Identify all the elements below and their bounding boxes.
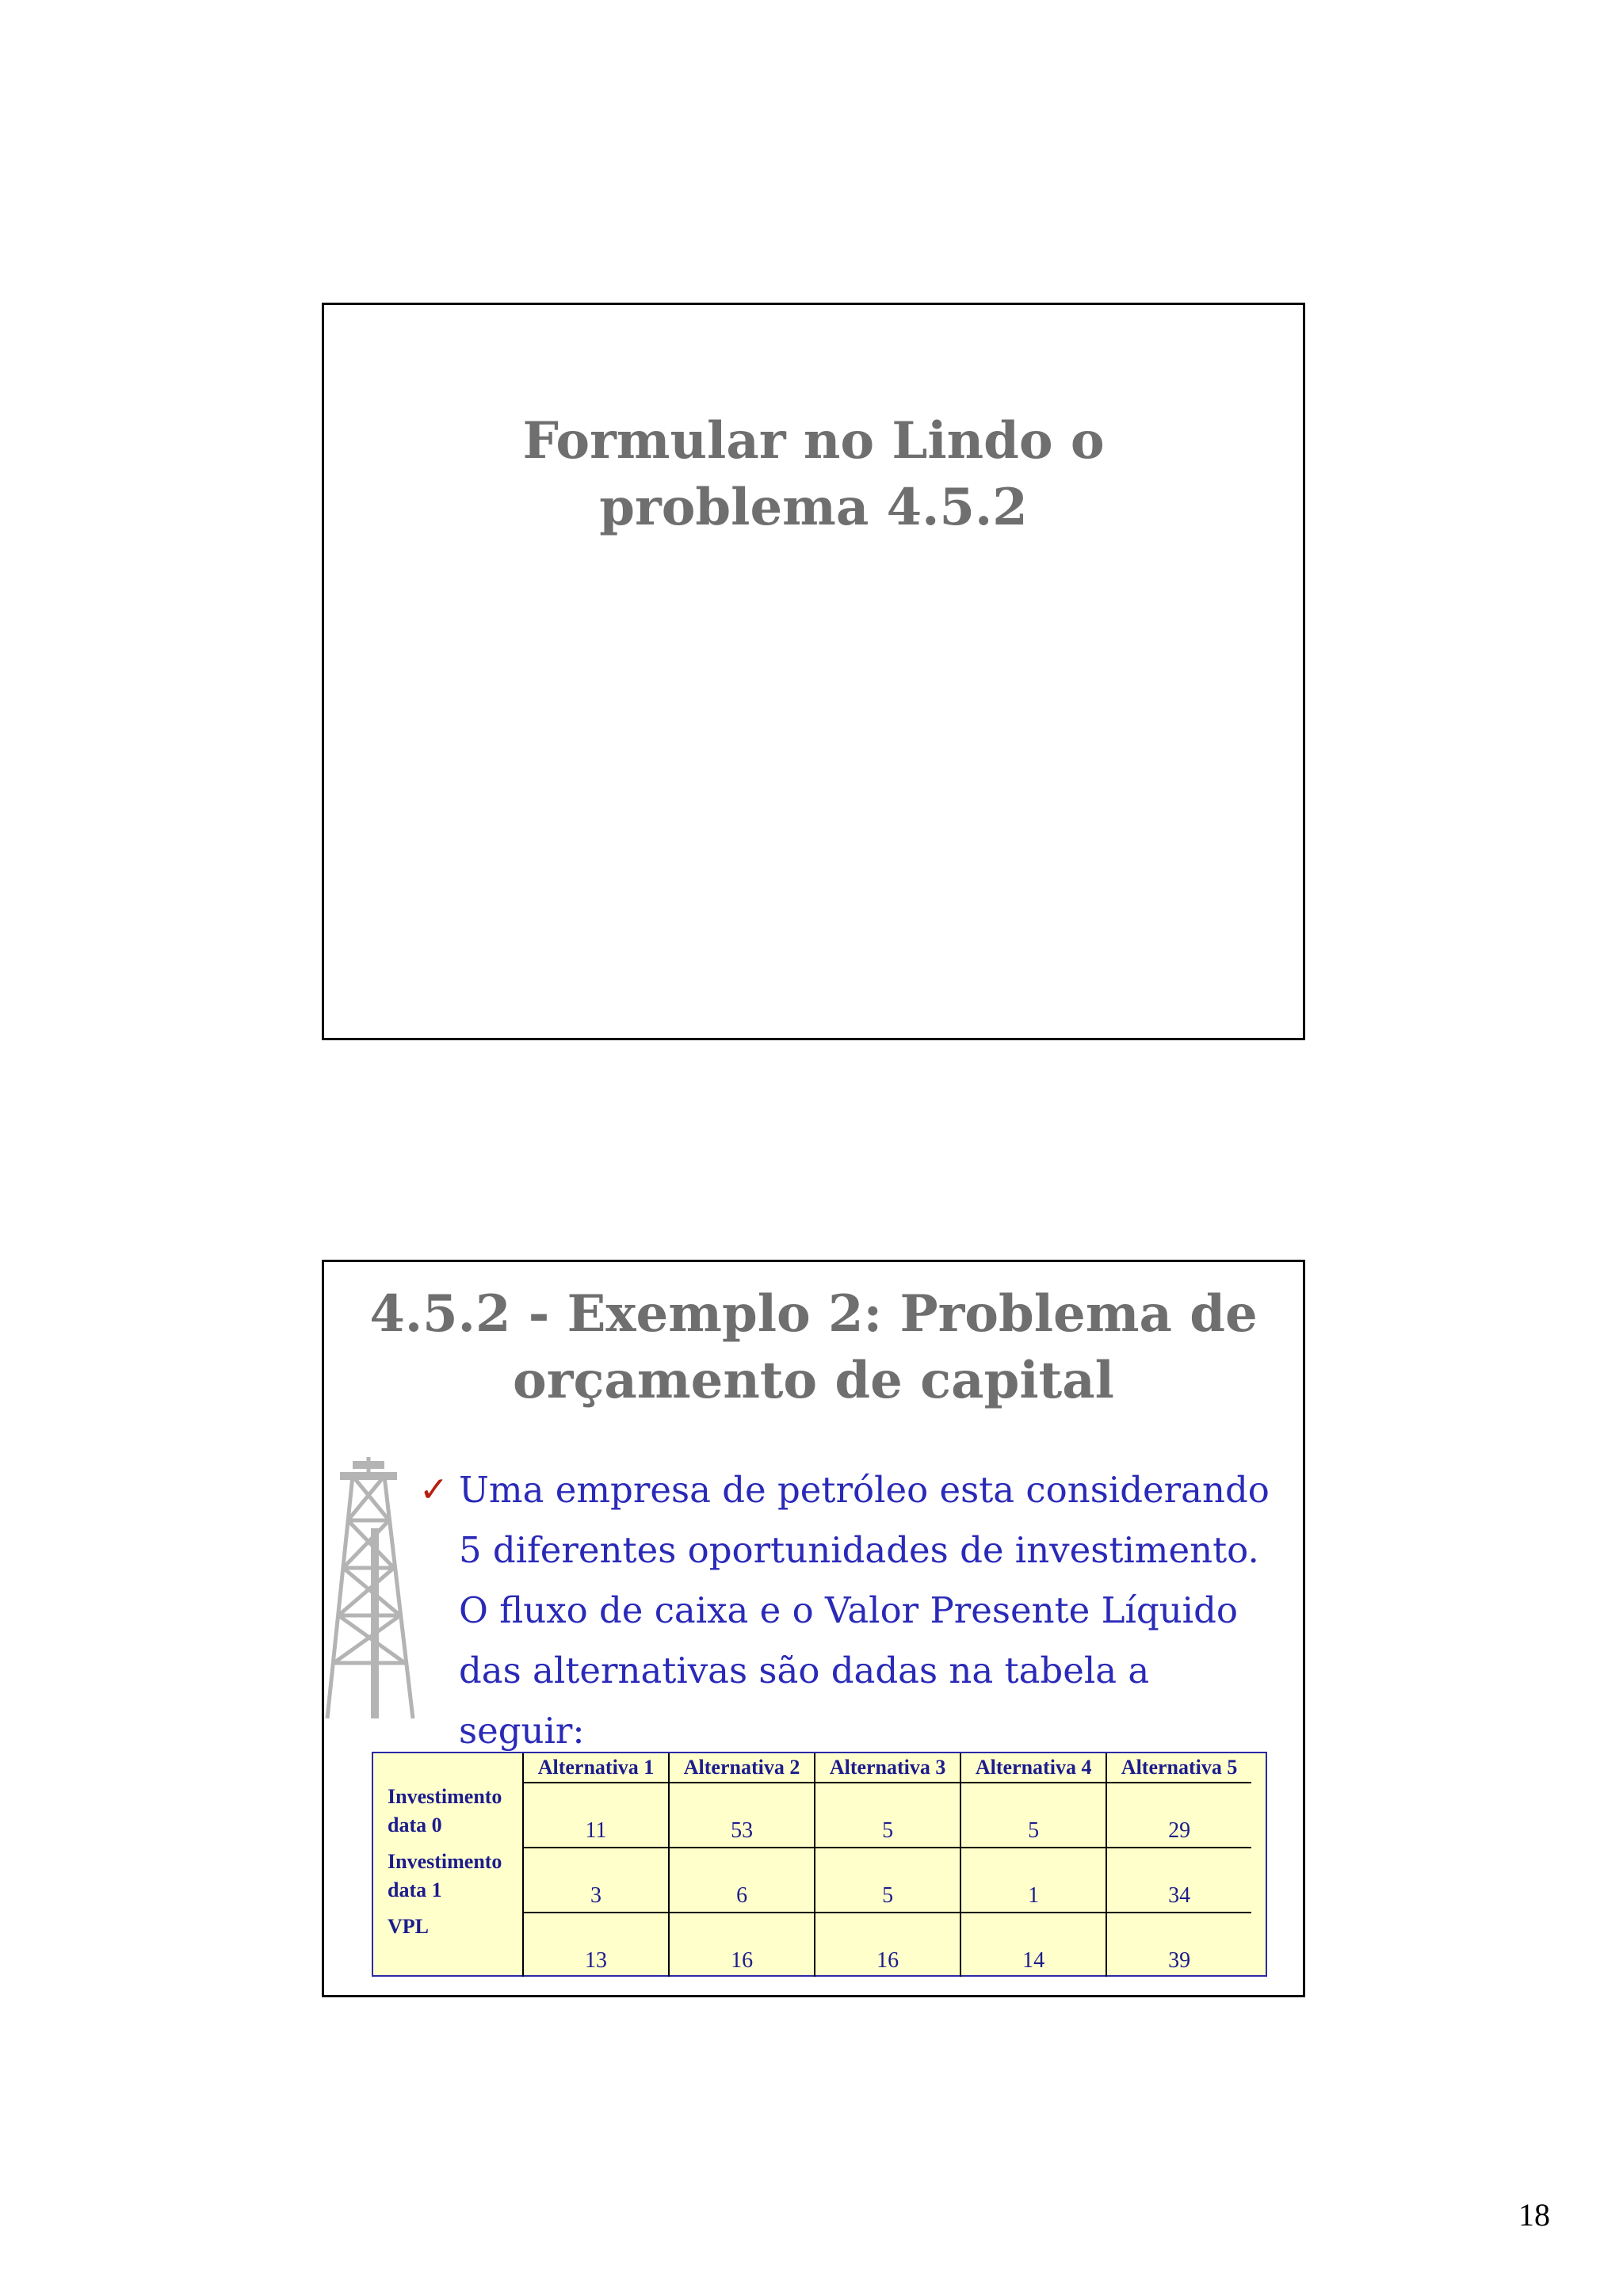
bullet-line-2: 5 diferentes oportunidades de investimento. [459, 1529, 1259, 1571]
slide-2-title-line-1: 4.5.2 - Exemplo 2: Problema de [369, 1284, 1258, 1344]
table-cell: 16 [815, 1913, 960, 1977]
page-number: 18 [1518, 2197, 1550, 2233]
slide-1-title [324, 408, 1303, 541]
table-cell: 3 [523, 1848, 669, 1913]
column-header: Alternativa 5 [1106, 1753, 1251, 1783]
bullet-line-1: Uma empresa de petróleo esta considerando [459, 1469, 1270, 1511]
table-header-row [376, 1753, 1251, 1783]
table-cell: 5 [815, 1848, 960, 1913]
slide-1 [322, 303, 1305, 1040]
bullet-line-5: seguir: [459, 1710, 585, 1752]
table-cell: 53 [669, 1783, 815, 1848]
table-corner [376, 1753, 523, 1783]
checkmark-icon: ✓ [419, 1470, 449, 1510]
slide-1-title-line-1: Formular no Lindo o [522, 411, 1105, 471]
table-cell: 11 [523, 1783, 669, 1848]
bullet-line-4: das alternativas são dadas na tabela a [459, 1650, 1150, 1691]
column-header: Alternativa 2 [669, 1753, 815, 1783]
column-header: Alternativa 1 [523, 1753, 669, 1783]
table-cell: 34 [1106, 1848, 1251, 1913]
column-header: Alternativa 4 [960, 1753, 1106, 1783]
slide-2-title [324, 1281, 1303, 1414]
bullet-line-3: O fluxo de caixa e o Valor Presente Líquido [459, 1589, 1238, 1631]
table-cell: 5 [815, 1783, 960, 1848]
row-label [376, 1783, 523, 1848]
row-label-line-2: data 0 [388, 1814, 442, 1836]
row-label-line-1: VPL [388, 1915, 429, 1938]
row-label [376, 1848, 523, 1913]
table-cell: 13 [523, 1913, 669, 1977]
row-label-line-1: Investimento [388, 1850, 502, 1873]
investment-table [372, 1752, 1267, 1977]
table-cell: 16 [669, 1913, 815, 1977]
slide-1-title-line-2: problema 4.5.2 [599, 478, 1028, 537]
row-label-line-1: Investimento [388, 1785, 502, 1808]
table-cell: 1 [960, 1848, 1106, 1913]
table-cell: 39 [1106, 1913, 1251, 1977]
table-cell: 14 [960, 1913, 1106, 1977]
oil-derrick-icon [324, 1457, 429, 1726]
table-cell: 5 [960, 1783, 1106, 1848]
row-label-line-2: data 1 [388, 1878, 442, 1901]
table-row [376, 1913, 1251, 1977]
row-label [376, 1913, 523, 1977]
table-row [376, 1783, 1251, 1848]
slide-2 [322, 1260, 1305, 1997]
slide-2-title-line-2: orçamento de capital [513, 1351, 1114, 1410]
table-cell: 6 [669, 1848, 815, 1913]
bullet-text [419, 1460, 1299, 1761]
table-cell: 29 [1106, 1783, 1251, 1848]
table-row [376, 1848, 1251, 1913]
column-header: Alternativa 3 [815, 1753, 960, 1783]
